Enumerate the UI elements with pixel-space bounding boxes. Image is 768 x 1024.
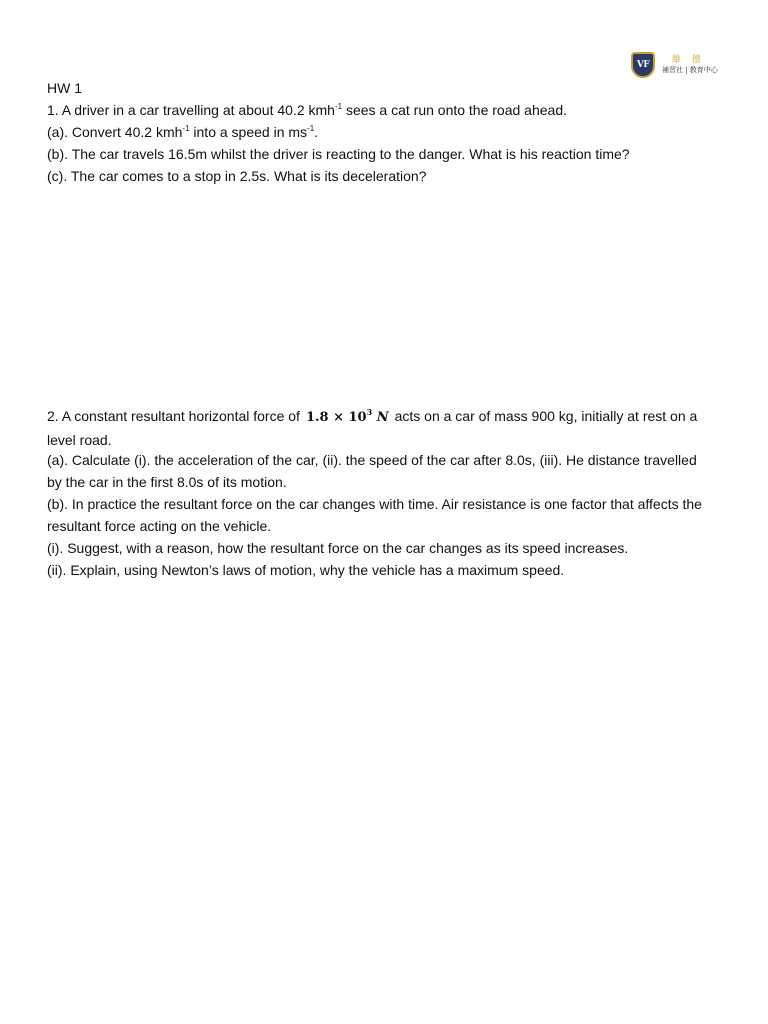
question-1a: (a). Convert 40.2 kmh$^{-1}$ into a speed in $ms^{-1}$. [47,124,319,140]
school-logo [631,50,726,80]
question-1b: (b). The car travels 16.5m whilst the driver is reacting to the danger. What is his reaction time? [47,146,630,162]
question-1c: (c). The car comes to a stop in 2.5s. What is its deceleration? [47,168,427,184]
question-2b-ii: (ii). Explain, using Newton’s laws of motion, why the vehicle has a maximum speed. [47,562,565,578]
logo-subtitle: 補習社 | 教育中心 [662,66,718,74]
logo-title: 維 德 [672,55,705,65]
question-1-stem: 1. A driver in a car travelling at about 40.2 kmh$^{-1}$ sees a cat run onto the road ahead. [47,102,567,118]
force-expression: $1.8 \times 10^3$ N [305,407,389,425]
question-2a: (a). Calculate (i). the acceleration of the car, (ii). the speed of the car after 8.0s, (iii). He distance travelled by the car in the first 8.0s of its motion. [47,452,697,490]
question-2-stem: 2. A constant resultant horizontal force of $1.8 \times 10^3$ N acts on a car of mass 900 kg, initially at rest on a level road. [47,407,698,448]
crest-icon: VF [631,52,655,78]
question-2b: (b). In practice the resultant force on the car changes with time. Air resistance is one factor that affects the resultant force acting on the vehicle. [47,496,702,534]
logo-text [662,56,718,74]
question-2b-i: (i). Suggest, with a reason, how the resultant force on the car changes as its speed increases. [47,540,629,556]
homework-heading: HW 1 [47,80,82,96]
